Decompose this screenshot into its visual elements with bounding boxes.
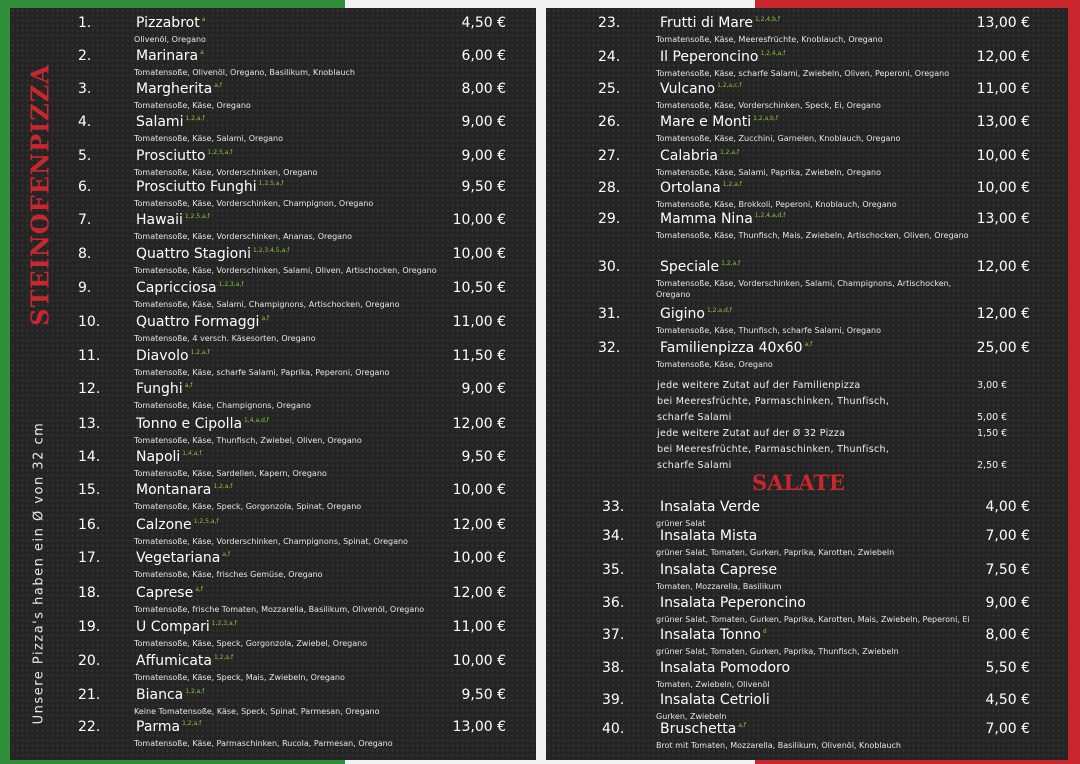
allergen-codes: 1,2,5,a,f	[184, 213, 210, 221]
allergen-codes: 1,2,a,f	[721, 260, 741, 268]
item-number: 22.	[78, 719, 101, 735]
item-number: 9.	[78, 280, 92, 296]
item-description: Tomaten, Zwiebeln, Olivenöl	[656, 680, 770, 689]
item-name-text: Diavolo	[136, 348, 189, 364]
item-price: 9,00 €	[461, 114, 506, 130]
item-name	[136, 619, 237, 635]
item-number: 8.	[78, 246, 92, 262]
item-price: 9,50 €	[461, 687, 506, 703]
item-number: 2.	[78, 48, 92, 64]
item-description: Olivenöl, Oregano	[134, 35, 206, 44]
salad-item	[546, 595, 1068, 629]
item-number: 4.	[78, 114, 92, 130]
item-number: 19.	[78, 619, 101, 635]
item-name-text: Quattro Stagioni	[136, 246, 251, 262]
item-price: 13,00 €	[452, 719, 506, 735]
item-name	[660, 340, 812, 356]
allergen-codes: 1,4,a,d,f	[244, 417, 269, 425]
item-price: 4,50 €	[985, 692, 1030, 708]
item-price: 7,50 €	[985, 562, 1030, 578]
salad-item	[546, 660, 1068, 694]
item-description: Tomatensoße, Käse, Zucchini, Garnelen, Knoblauch, Oregano	[656, 134, 901, 143]
allergen-codes: 1,2,4,a,d,f	[754, 212, 786, 220]
item-number: 15.	[78, 482, 101, 498]
item-name-text: Mare e Monti	[660, 114, 752, 130]
pizza-item	[10, 416, 536, 450]
pizza-item	[10, 48, 536, 82]
item-name-text: Margherita	[136, 81, 213, 97]
item-name	[136, 517, 219, 533]
item-price: 10,00 €	[452, 246, 506, 262]
item-description: Tomatensoße, Käse, Oregano	[134, 101, 251, 110]
item-number: 32.	[598, 340, 621, 356]
item-name-text: Tonno e Cipolla	[136, 416, 243, 432]
item-number: 35.	[602, 562, 625, 578]
item-name-text: Calzone	[136, 517, 192, 533]
pizza-item	[10, 550, 536, 584]
item-price: 11,00 €	[452, 314, 506, 330]
item-price: 5,50 €	[985, 660, 1030, 676]
item-number: 20.	[78, 653, 101, 669]
item-name	[660, 148, 739, 164]
item-description: Tomatensoße, Käse, Thunfisch, Zwiebel, Oliven, Oregano	[134, 436, 362, 445]
allergen-codes: 1,2,a,f	[185, 115, 205, 123]
pizza-item	[10, 212, 536, 246]
item-number: 40.	[602, 721, 625, 737]
item-number: 16.	[78, 517, 101, 533]
item-description: Tomatensoße, Käse, Speck, Gorgonzola, Spinat, Oregano	[134, 502, 362, 511]
allergen-codes: a,f	[738, 722, 746, 730]
item-price: 11,50 €	[452, 348, 506, 364]
allergen-codes: d	[762, 628, 767, 636]
pizza-item	[10, 653, 536, 687]
allergen-codes: 1,4,a,f	[182, 450, 202, 458]
item-name-text: Capricciosa	[136, 280, 217, 296]
item-price: 10,00 €	[976, 180, 1030, 196]
item-price: 10,00 €	[452, 653, 506, 669]
item-description: Tomatensoße, Käse, Parmaschinken, Rucola, Parmesan, Oregano	[134, 739, 393, 748]
item-description: Tomatensoße, frische Tomaten, Mozzarella, Basilikum, Olivenöl, Oregano	[134, 605, 425, 614]
allergen-codes: 1,2,a,f	[185, 688, 205, 696]
item-number: 31.	[598, 306, 621, 322]
right-menu-panel	[546, 8, 1068, 760]
item-description: Tomatensoße, Käse, Salami, Champignons, Artischocken, Oregano	[134, 300, 400, 309]
extra-text: jede weitere Zutat auf der Ø 32 Pizza	[657, 428, 846, 439]
item-name	[660, 49, 785, 65]
item-name	[660, 180, 742, 196]
allergen-codes: 1,2,a,b,f	[753, 115, 779, 123]
allergen-codes: 1,2,4,b,f	[754, 16, 780, 24]
item-name-text: Pizzabrot	[136, 15, 200, 31]
pizza-item	[10, 246, 536, 280]
pizza-item	[546, 49, 1068, 83]
extra-text: scharfe Salami	[657, 460, 732, 471]
item-price: 10,00 €	[452, 212, 506, 228]
item-price: 10,50 €	[452, 280, 506, 296]
item-price: 10,00 €	[976, 148, 1030, 164]
item-price: 12,00 €	[452, 416, 506, 432]
item-description: Gurken, Zwiebeln	[656, 712, 727, 721]
item-description: Tomatensoße, Käse, Oregano	[656, 360, 773, 369]
item-price: 13,00 €	[976, 114, 1030, 130]
item-price: 12,00 €	[976, 49, 1030, 65]
item-name	[136, 416, 269, 432]
extra-price: 5,00 €	[977, 412, 1008, 423]
allergen-codes: a,f	[222, 551, 231, 559]
item-name-text: Gigino	[660, 306, 705, 322]
item-name-text: U Compari	[136, 619, 210, 635]
item-name	[660, 499, 760, 515]
pizza-item	[546, 180, 1068, 214]
item-description: Tomatensoße, Käse, Salami, Oregano	[134, 134, 284, 143]
allergen-codes: 1,2,a,f	[182, 720, 202, 728]
item-description: grüner Salat, Tomaten, Gurken, Paprika, Karotten, Zwiebeln	[656, 548, 895, 557]
item-name	[136, 246, 289, 262]
item-name-text: Affumicata	[136, 653, 212, 669]
item-name-text: Napoli	[136, 449, 181, 465]
item-description: Tomatensoße, Käse, Vorderschinken, Salami, Oliven, Artischocken, Oregano	[134, 266, 437, 275]
item-description: Tomatensoße, Käse, Thunfisch, Mais, Zwiebeln, Artischocken, Oliven, Oregano	[656, 231, 969, 240]
menu-title: STEINOFENPIZZA	[25, 64, 55, 326]
pizza-item	[10, 314, 536, 348]
item-name-text: Insalata Tonno	[660, 627, 761, 643]
pizza-item	[10, 482, 536, 516]
item-name	[136, 179, 284, 195]
pizza-item	[10, 114, 536, 148]
item-name-text: Frutti di Mare	[660, 15, 753, 31]
item-number: 13.	[78, 416, 101, 432]
item-number: 34.	[602, 528, 625, 544]
item-name	[660, 15, 780, 31]
item-name	[660, 595, 806, 611]
item-name-text: Insalata Peperoncino	[660, 595, 806, 611]
extra-text: bei Meeresfrüchte, Parmaschinken, Thunfisch,	[657, 444, 890, 455]
item-description: Tomatensoße, Käse, Champignons, Oregano	[134, 401, 311, 410]
item-name-text: Hawaii	[136, 212, 183, 228]
item-name	[136, 449, 201, 465]
item-price: 9,00 €	[461, 381, 506, 397]
pizza-item	[10, 280, 536, 314]
item-name-text: Prosciutto	[136, 148, 206, 164]
item-number: 36.	[602, 595, 625, 611]
allergen-codes: a,f	[261, 315, 270, 323]
item-description: Tomatensoße, Käse, Vorderschinken, Speck, Ei, Oregano	[656, 101, 881, 110]
item-description: Tomaten, Mozzarella, Basilikum	[656, 582, 782, 591]
item-name-text: Mamma Nina	[660, 211, 753, 227]
extra-price: 2,50 €	[977, 460, 1008, 471]
item-name	[660, 211, 785, 227]
item-number: 27.	[598, 148, 621, 164]
item-price: 9,50 €	[461, 179, 506, 195]
item-name	[136, 381, 192, 397]
item-name-text: Il Peperoncino	[660, 49, 759, 65]
allergen-codes: 1,2,3,a,f	[211, 620, 237, 628]
pizza-item	[10, 719, 536, 753]
allergen-codes: a,f	[195, 586, 203, 594]
item-number: 7.	[78, 212, 92, 228]
item-name-text: Insalata Caprese	[660, 562, 778, 578]
pizza-item	[546, 259, 1068, 299]
item-name	[660, 81, 741, 97]
item-name-text: Insalata Verde	[660, 499, 760, 515]
item-name-text: Quattro Formaggi	[136, 314, 260, 330]
allergen-codes: 1,2,a,c,f	[717, 82, 742, 90]
item-description: Tomatensoße, Käse, Vorderschinken, Salami, Champignons, Artischocken, Oregano	[656, 279, 952, 299]
item-description: Tomatensoße, Käse, scharfe Salami, Paprika, Peperoni, Oregano	[134, 368, 390, 377]
allergen-codes: 1,2,4,a,f	[760, 50, 786, 58]
item-description: Tomatensoße, Käse, Meeresfrüchte, Knoblauch, Oregano	[656, 35, 883, 44]
item-name	[660, 660, 790, 676]
item-name-text: Funghi	[136, 381, 183, 397]
item-description: Tomatensoße, Käse, frisches Gemüse, Oregano	[134, 570, 323, 579]
extra-price: 3,00 €	[977, 380, 1008, 391]
item-name	[660, 721, 746, 737]
item-number: 18.	[78, 585, 101, 601]
item-number: 1.	[78, 15, 92, 31]
item-number: 28.	[598, 180, 621, 196]
item-name-text: Prosciutto Funghi	[136, 179, 257, 195]
allergen-codes: 1,2,5,a,f	[258, 180, 284, 188]
item-price: 12,00 €	[976, 306, 1030, 322]
item-number: 33.	[602, 499, 625, 515]
item-name-text: Parma	[136, 719, 181, 735]
pizza-item	[10, 687, 536, 721]
item-name	[136, 585, 203, 601]
item-name	[136, 719, 201, 735]
item-price: 11,00 €	[452, 619, 506, 635]
salad-item	[546, 528, 1068, 562]
item-name-text: Familienpizza 40x60	[660, 340, 803, 356]
item-name-text: Insalata Pomodoro	[660, 660, 791, 676]
item-name	[660, 627, 767, 643]
allergen-codes: 1,2,5,a,f	[207, 149, 233, 157]
item-description: Tomatensoße, Käse, Salami, Paprika, Zwiebeln, Oregano	[656, 168, 882, 177]
pizza-item	[10, 179, 536, 213]
extra-text: scharfe Salami	[657, 412, 732, 423]
allergen-codes: a	[201, 16, 206, 24]
item-name-text: Bianca	[136, 687, 184, 703]
item-name	[136, 212, 210, 228]
item-description: Keine Tomatensoße, Käse, Speck, Spinat, Parmesan, Oregano	[134, 707, 380, 716]
item-name	[136, 348, 210, 364]
item-description: Tomatensoße, Käse, Sardellen, Kapern, Oregano	[134, 469, 327, 478]
item-description: grüner Salat	[656, 519, 706, 528]
pizza-item	[546, 81, 1068, 115]
item-description: Tomatensoße, Käse, Thunfisch, scharfe Salami, Oregano	[656, 326, 881, 335]
item-number: 26.	[598, 114, 621, 130]
item-name	[660, 528, 757, 544]
item-name-text: Vegetariana	[136, 550, 221, 566]
item-name-text: Ortolana	[660, 180, 721, 196]
item-price: 12,00 €	[452, 585, 506, 601]
item-description: Tomatensoße, Käse, Vorderschinken, Ananas, Oregano	[134, 232, 353, 241]
item-name	[136, 81, 222, 97]
pizza-item	[546, 15, 1068, 49]
allergen-codes: 1,2,5,a,f	[193, 518, 219, 526]
allergen-codes: a,f	[214, 82, 222, 90]
allergen-codes: 1,2,3,a,f	[218, 281, 244, 289]
item-price: 25,00 €	[976, 340, 1030, 356]
item-name	[136, 114, 205, 130]
pizza-item	[10, 81, 536, 115]
item-number: 6.	[78, 179, 92, 195]
item-description: Tomatensoße, Olivenöl, Oregano, Basilikum, Knoblauch	[134, 68, 355, 77]
pizza-item	[546, 211, 1068, 245]
item-name	[136, 687, 204, 703]
item-description: Tomatensoße, Käse, scharfe Salami, Zwiebeln, Oliven, Peperoni, Oregano	[656, 69, 950, 78]
item-name	[136, 280, 243, 296]
item-price: 8,00 €	[985, 627, 1030, 643]
item-name-text: Bruschetta	[660, 721, 737, 737]
allergen-codes: 1,2,a,f	[722, 181, 742, 189]
item-number: 25.	[598, 81, 621, 97]
item-number: 11.	[78, 348, 101, 364]
item-name-text: Speciale	[660, 259, 720, 275]
item-price: 4,00 €	[985, 499, 1030, 515]
item-number: 30.	[598, 259, 621, 275]
allergen-codes: 1,2,a,f	[213, 483, 233, 491]
item-price: 11,00 €	[976, 81, 1030, 97]
extra-text: jede weitere Zutat auf der Familienpizza	[657, 380, 861, 391]
item-number: 38.	[602, 660, 625, 676]
salad-item	[546, 627, 1068, 661]
item-name	[660, 259, 740, 275]
item-price: 12,00 €	[452, 517, 506, 533]
item-number: 10.	[78, 314, 101, 330]
item-price: 9,50 €	[461, 449, 506, 465]
pizza-item	[10, 585, 536, 619]
pizza-item	[10, 619, 536, 653]
item-number: 37.	[602, 627, 625, 643]
item-name-text: Vulcano	[660, 81, 716, 97]
pizza-item	[546, 340, 1068, 374]
item-number: 24.	[598, 49, 621, 65]
item-price: 12,00 €	[976, 259, 1030, 275]
pizza-item	[10, 381, 536, 415]
item-number: 5.	[78, 148, 92, 164]
item-price: 6,00 €	[461, 48, 506, 64]
item-price: 10,00 €	[452, 550, 506, 566]
item-name	[136, 550, 230, 566]
item-number: 21.	[78, 687, 101, 703]
item-price: 8,00 €	[461, 81, 506, 97]
item-name-text: Marinara	[136, 48, 199, 64]
item-description: Tomatensoße, Käse, Speck, Gorgonzola, Zwiebel, Oregano	[134, 639, 368, 648]
item-price: 13,00 €	[976, 15, 1030, 31]
pizza-item	[10, 148, 536, 182]
item-description: Tomatensoße, Käse, Vorderschinken, Champignon, Oregano	[134, 199, 374, 208]
item-name-text: Montanara	[136, 482, 212, 498]
allergen-codes: 1,2,a,f	[213, 654, 234, 662]
item-name	[136, 15, 205, 31]
item-name-text: Calabria	[660, 148, 718, 164]
allergen-codes: 1,2,a,d,f	[706, 307, 732, 315]
item-price: 10,00 €	[452, 482, 506, 498]
salate-heading: SALATE	[752, 470, 846, 495]
item-name	[136, 482, 233, 498]
item-name	[136, 314, 269, 330]
item-price: 7,00 €	[985, 528, 1030, 544]
pizza-item	[10, 15, 536, 49]
pizza-item	[546, 114, 1068, 148]
item-price: 9,00 €	[461, 148, 506, 164]
item-name-text: Salami	[136, 114, 184, 130]
item-number: 23.	[598, 15, 621, 31]
allergen-codes: a	[200, 49, 204, 57]
item-name-text: Insalata Mista	[660, 528, 758, 544]
item-description: Tomatensoße, Käse, Vorderschinken, Oregano	[134, 168, 318, 177]
left-menu-panel	[10, 8, 536, 760]
item-number: 3.	[78, 81, 92, 97]
item-name	[136, 148, 232, 164]
item-description: Brot mit Tomaten, Mozzarella, Basilikum, Olivenöl, Knoblauch	[656, 741, 901, 750]
item-number: 14.	[78, 449, 101, 465]
item-name	[136, 653, 233, 669]
pizza-item	[10, 348, 536, 382]
item-name-text: Caprese	[136, 585, 194, 601]
item-number: 17.	[78, 550, 101, 566]
item-price: 13,00 €	[976, 211, 1030, 227]
item-price: 4,50 €	[461, 15, 506, 31]
item-name	[660, 692, 770, 708]
extra-price: 1,50 €	[977, 428, 1008, 439]
item-name	[660, 114, 778, 130]
extra-text: bei Meeresfrüchte, Parmaschinken, Thunfisch,	[657, 396, 890, 407]
item-description: grüner Salat, Tomaten, Gurken, Paprika, Karotten, Mais, Zwiebeln, Peperoni, Ei	[656, 615, 970, 624]
item-name	[136, 48, 204, 64]
allergen-codes: 1,2,3,4,5,a,f	[252, 247, 290, 255]
item-number: 39.	[602, 692, 625, 708]
item-number: 12.	[78, 381, 101, 397]
allergen-codes: 1,2,a,f	[190, 349, 210, 357]
item-name	[660, 306, 732, 322]
pizza-item	[10, 517, 536, 551]
salad-item	[546, 721, 1068, 755]
allergen-codes: 1,2,a,f	[719, 149, 740, 157]
item-description: Tomatensoße, Käse, Brokkoli, Peperoni, Knoblauch, Oregano	[656, 200, 897, 209]
allergen-codes: a,f	[804, 341, 813, 349]
item-number: 29.	[598, 211, 621, 227]
salad-item	[546, 562, 1068, 596]
allergen-codes: a,f	[184, 382, 193, 390]
item-name-text: Insalata Cetrioli	[660, 692, 770, 708]
size-note: Unsere Pizza's haben ein Ø von 32 cm	[31, 421, 47, 725]
item-description: Tomatensoße, 4 versch. Käsesorten, Oregano	[134, 334, 316, 343]
pizza-item	[10, 449, 536, 483]
item-description: Tomatensoße, Käse, Vorderschinken, Champignons, Spinat, Oregano	[134, 537, 408, 546]
pizza-item	[546, 148, 1068, 182]
item-price: 9,00 €	[985, 595, 1030, 611]
item-description: grüner Salat, Tomaten, Gurken, Paprika, Thunfisch, Zwiebeln	[656, 647, 899, 656]
item-description: Tomatensoße, Käse, Speck, Mais, Zwiebeln, Oregano	[134, 673, 345, 682]
item-name	[660, 562, 777, 578]
item-price: 7,00 €	[985, 721, 1030, 737]
pizza-item	[546, 306, 1068, 340]
